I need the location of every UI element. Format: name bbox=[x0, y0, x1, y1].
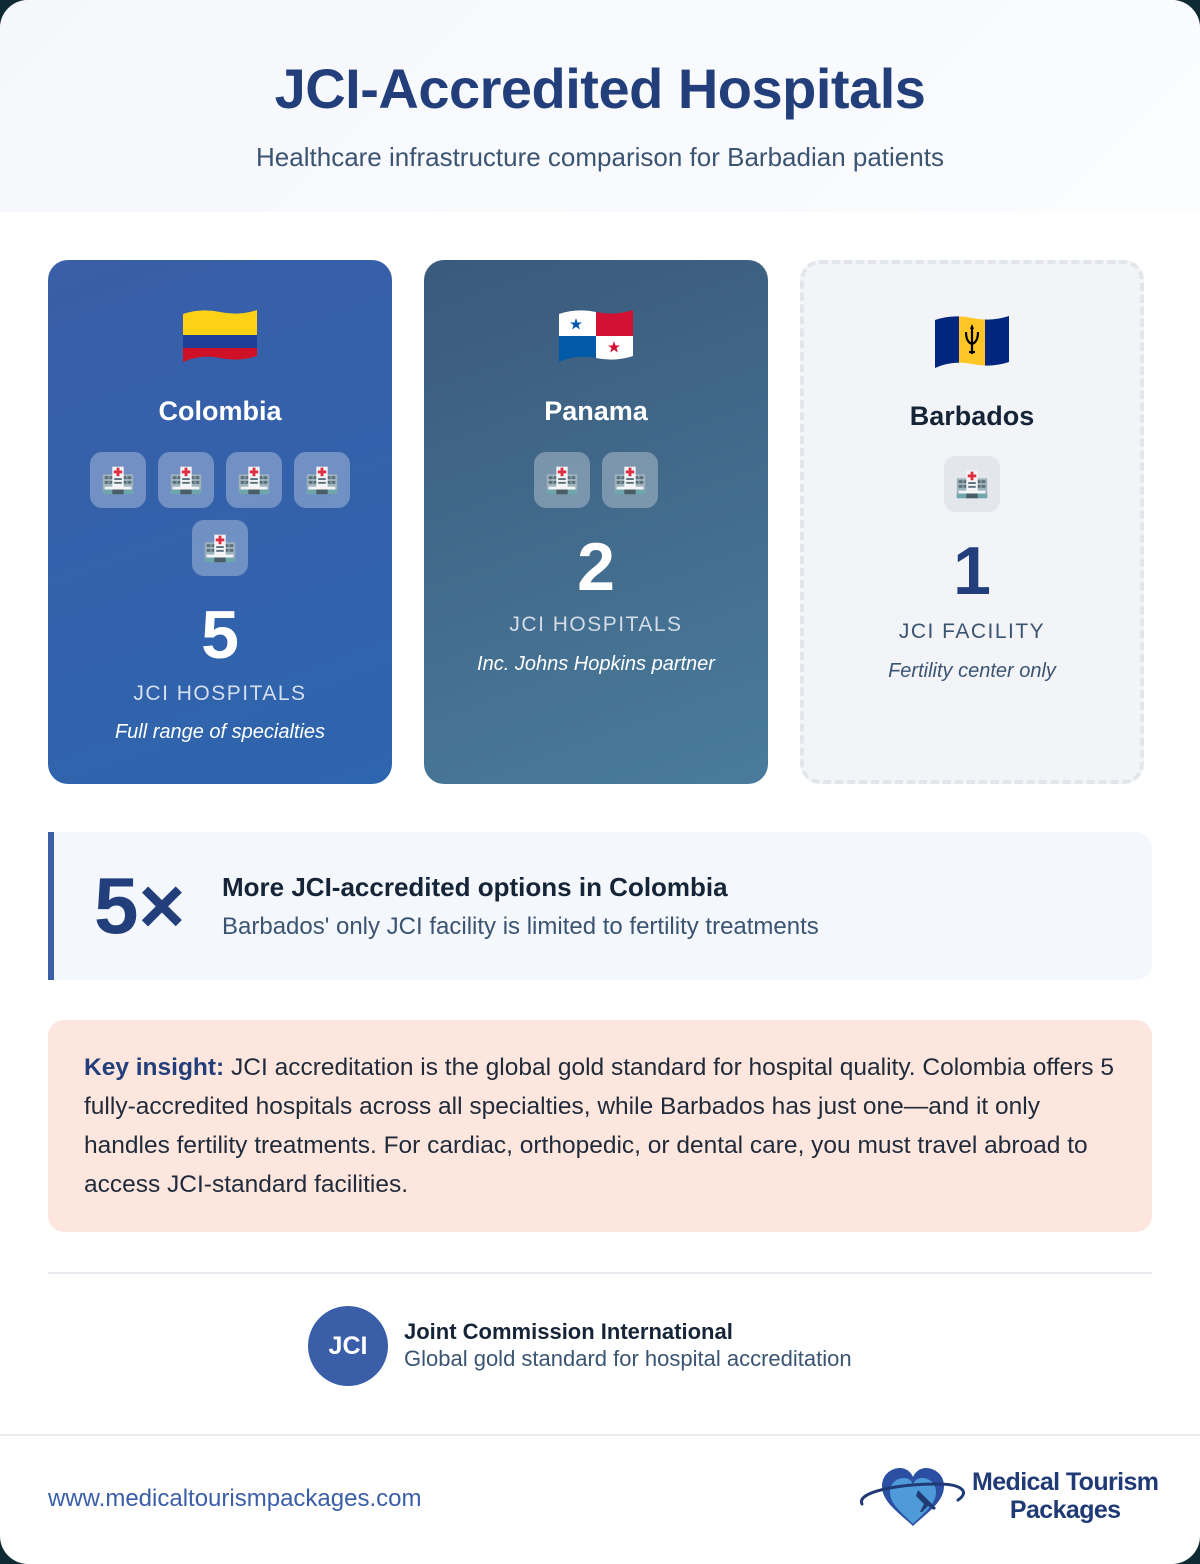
jci-title: Joint Commission International bbox=[404, 1319, 733, 1344]
insight-label: Key insight: bbox=[84, 1054, 225, 1081]
hospital-icons bbox=[464, 452, 728, 508]
hospital-icon bbox=[192, 520, 248, 576]
hospital-icon bbox=[90, 452, 146, 508]
count-label: JCI HOSPITALS bbox=[133, 682, 307, 705]
card-colombia bbox=[48, 260, 392, 784]
country-name: Colombia bbox=[158, 396, 282, 426]
footer-divider bbox=[0, 1434, 1200, 1436]
country-cards bbox=[48, 260, 1152, 784]
page-title: JCI-Accredited Hospitals bbox=[274, 57, 926, 120]
website-link[interactable]: www.medicaltourismpackages.com bbox=[48, 1485, 422, 1512]
colombia-flag-icon bbox=[48, 306, 392, 364]
hospital-count: 1 bbox=[953, 533, 991, 609]
hospital-icons bbox=[88, 452, 352, 576]
jci-text bbox=[404, 1319, 852, 1373]
brand-name-line1: Medical Tourism bbox=[972, 1468, 1159, 1496]
count-label: JCI FACILITY bbox=[898, 620, 1046, 643]
stat-title: More JCI-accredited options in Colombia bbox=[222, 872, 728, 902]
country-name: Barbados bbox=[909, 401, 1035, 431]
stat-banner bbox=[48, 832, 1152, 980]
stat-subtitle: Barbados' only JCI facility is limited to fertility treatments bbox=[222, 913, 819, 940]
heart-plane-logo-icon bbox=[858, 1462, 968, 1530]
hospital-icons bbox=[844, 456, 1100, 512]
panama-flag-icon bbox=[424, 306, 768, 364]
hospital-icon bbox=[158, 452, 214, 508]
card-panama bbox=[424, 260, 768, 784]
hospital-icon bbox=[534, 452, 590, 508]
hospital-icon bbox=[602, 452, 658, 508]
barbados-flag-icon bbox=[804, 312, 1140, 370]
hospital-icon bbox=[944, 456, 1000, 512]
key-insight-box bbox=[48, 1020, 1152, 1232]
hospital-icon bbox=[294, 452, 350, 508]
jci-badge: JCI bbox=[308, 1306, 388, 1386]
card-barbados bbox=[800, 260, 1144, 784]
card-note: Inc. Johns Hopkins partner bbox=[477, 653, 715, 675]
brand-name bbox=[972, 1468, 1158, 1524]
hospital-count: 5 bbox=[201, 597, 239, 673]
hospital-icon bbox=[226, 452, 282, 508]
stat-multiplier: 5× bbox=[94, 861, 186, 950]
card-note: Fertility center only bbox=[888, 660, 1056, 682]
card-note: Full range of specialties bbox=[114, 721, 326, 743]
stat-text bbox=[222, 871, 819, 941]
page-subtitle: Healthcare infrastructure comparison for Barbadian patients bbox=[256, 142, 944, 172]
insight-text: JCI accreditation is the global gold standard for hospital quality. Colombia offers 5 fully-accredited hospitals across all specialties, while Barbados has just one—and it only handles fertility treatments. For cardiac, orthopedic, or dental care, you must travel abroad to access JCI-standard facilities. bbox=[84, 1054, 1114, 1198]
country-name: Panama bbox=[544, 396, 648, 426]
header bbox=[0, 0, 1200, 212]
brand-logo bbox=[858, 1462, 1158, 1530]
jci-subtitle: Global gold standard for hospital accreditation bbox=[404, 1346, 852, 1371]
brand-name-line2: Packages bbox=[1009, 1496, 1121, 1524]
count-label: JCI HOSPITALS bbox=[509, 613, 683, 636]
hospital-count: 2 bbox=[577, 529, 615, 605]
jci-info bbox=[308, 1306, 852, 1386]
divider bbox=[48, 1272, 1152, 1274]
